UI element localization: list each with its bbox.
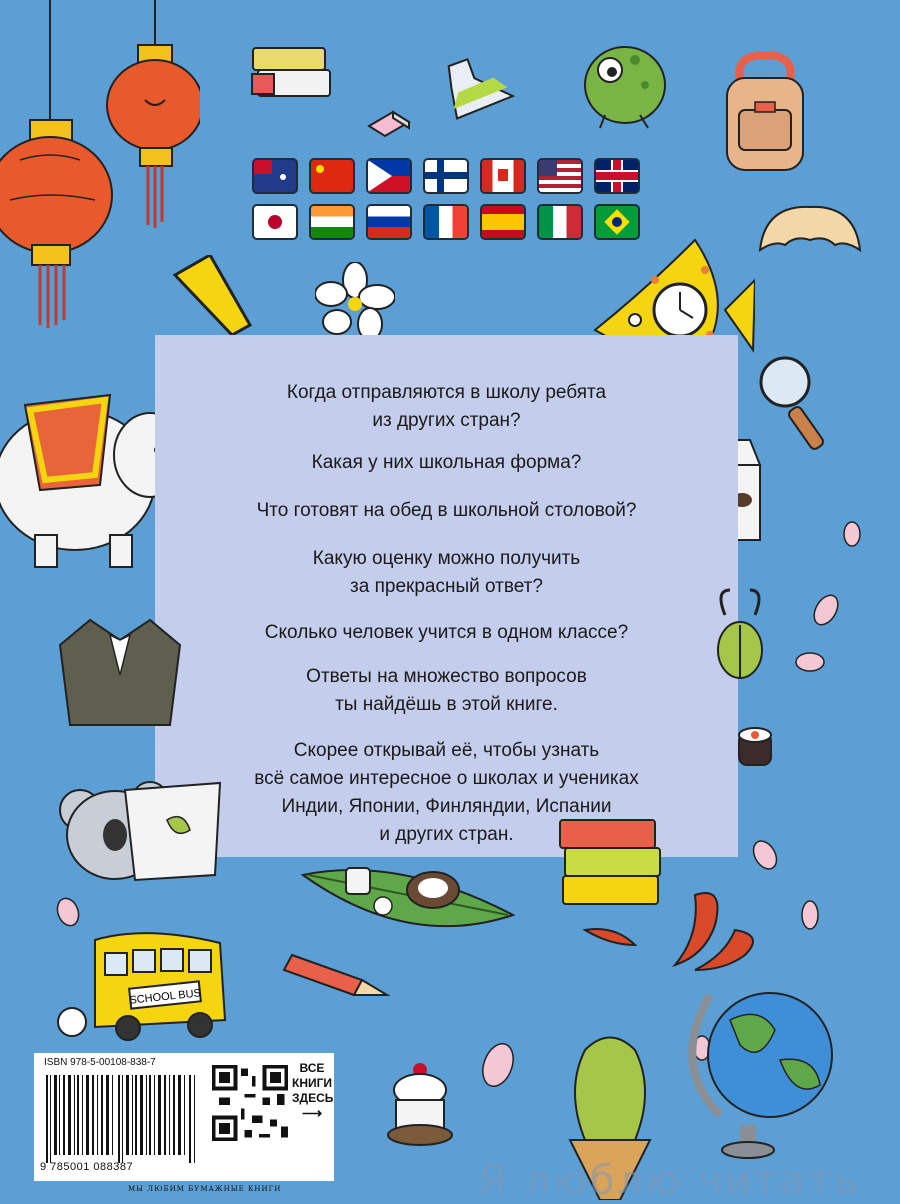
frog-illustration <box>570 30 680 130</box>
backpack-illustration <box>715 50 815 180</box>
description-line: Какую оценку можно получить <box>312 548 581 569</box>
flag-italy-icon <box>539 206 581 238</box>
paper-lantern-small-illustration <box>100 0 200 240</box>
flag-uk-icon <box>596 160 638 192</box>
barcode-number: 9 785001 088387 <box>40 1161 134 1173</box>
description-paragraph <box>155 619 738 647</box>
description-text <box>155 335 738 849</box>
croissant-illustration <box>755 195 865 275</box>
description-line: Ответы на множество вопросов <box>306 666 587 687</box>
pencil-illustration <box>282 945 392 1005</box>
leaf-plate-illustration <box>298 860 518 940</box>
flag-spain-icon <box>482 206 524 238</box>
badge-line-3: ЗДЕСЬ <box>292 1091 334 1105</box>
cake-illustration <box>380 1060 460 1150</box>
description-line: за прекрасный ответ? <box>350 576 543 597</box>
flag-russia-icon <box>368 206 410 238</box>
flag-usa-icon <box>539 160 581 192</box>
description-line: Что готовят на обед в школьной столовой? <box>256 500 637 521</box>
isbn-text: ISBN 978-5-00108-838-7 <box>44 1057 156 1068</box>
description-panel <box>155 335 738 857</box>
description-paragraph <box>155 449 738 477</box>
all-books-here-badge <box>292 1061 332 1120</box>
bottom-caption: МЫ ЛЮБИМ БУМАЖНЫЕ КНИГИ <box>128 1185 282 1193</box>
beetle-illustration <box>700 585 780 685</box>
flag-china-icon <box>311 160 353 192</box>
barcode-image <box>44 1075 199 1163</box>
description-paragraph <box>155 497 738 525</box>
qr-code-image[interactable] <box>212 1065 288 1141</box>
school-bus-illustration <box>50 925 240 1045</box>
flag-philippines-icon <box>368 160 410 192</box>
description-line: Скорее открывай её, чтобы узнать <box>293 740 600 761</box>
flag-australia-icon <box>254 160 296 192</box>
description-line: и других стран. <box>379 824 514 845</box>
description-line: Когда отправляются в школу ребята <box>286 382 607 403</box>
description-line: ты найдёшь в этой книге. <box>335 694 558 715</box>
badge-line-2: КНИГИ <box>292 1076 333 1090</box>
books-stack-illustration <box>248 40 338 105</box>
description-line: Какая у них школьная форма? <box>311 452 582 473</box>
sushi-roll-illustration <box>735 725 775 770</box>
isbn-barcode-block <box>34 1053 334 1181</box>
eraser-illustration <box>365 108 415 140</box>
koala-laptop-illustration <box>55 775 225 890</box>
arrow-right-icon: ⟶ <box>301 1105 323 1121</box>
description-line: Сколько человек учится в одном классе? <box>264 622 629 643</box>
description-paragraph <box>155 379 738 435</box>
flag-japan-icon <box>254 206 296 238</box>
flask-illustration <box>435 40 525 120</box>
watermark-text: Я люблю читать <box>478 1158 861 1204</box>
jacket-illustration <box>55 615 185 730</box>
flag-france-icon <box>425 206 467 238</box>
flag-india-icon <box>311 206 353 238</box>
flag-canada-icon <box>482 160 524 192</box>
description-line: Индии, Японии, Финляндии, Испании <box>281 796 612 817</box>
description-line: всё самое интересное о школах и учениках <box>254 768 639 789</box>
description-paragraph <box>155 545 738 601</box>
plumeria-flower-illustration <box>315 262 395 342</box>
globe-illustration <box>680 975 840 1160</box>
description-line: из других стран? <box>372 410 521 431</box>
bus-sign-text: SCHOOL BUS <box>128 987 202 1007</box>
flags-row-1 <box>254 160 644 192</box>
badge-line-1: ВСЕ <box>299 1061 325 1075</box>
flag-finland-icon <box>425 160 467 192</box>
description-paragraph <box>155 663 738 719</box>
chili-peppers-illustration <box>575 875 775 975</box>
